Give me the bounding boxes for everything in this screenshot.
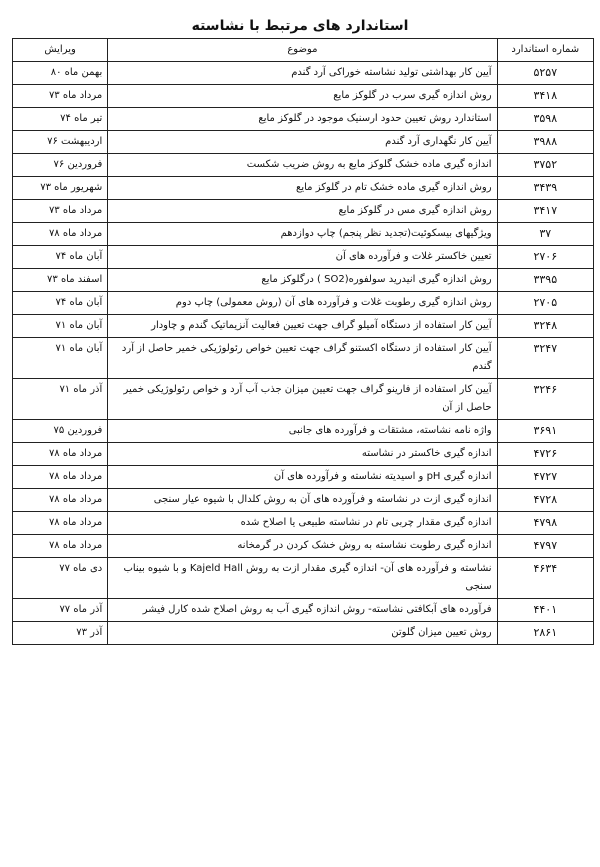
standard-number: ۳۲۴۸ [497,315,593,338]
standard-revision: مرداد ماه ۷۸ [13,466,108,489]
standard-revision: آبان ماه ۷۴ [13,292,108,315]
standard-subject: استاندارد روش تعیین حدود ارسنیک موجود در گلوکز مایع [108,108,497,131]
standard-subject: واژه نامه نشاسته، مشتقات و فرآورده های جانبی [108,420,497,443]
standard-number: ۳۲۴۷ [497,338,593,379]
standard-subject: اندازه گیری رطوبت نشاسته به روش خشک کردن در گرمخانه [108,535,497,558]
table-row [13,420,594,443]
table-row [13,379,594,420]
standard-subject: اندازه گیری pH و اسیدیته نشاسته و فرآورده های آن [108,466,497,489]
standard-number: ۴۴۰۱ [497,599,593,622]
standard-revision: فروردین ۷۶ [13,154,108,177]
standard-subject: فرآورده های آبکافتی نشاسته- روش اندازه گیری آب به روش اصلاح شده کارل فیشر [108,599,497,622]
standards-table [12,38,594,645]
standard-revision: آذر ماه ۷۱ [13,379,108,420]
table-row [13,489,594,512]
standard-subject: ویژگیهای بیسکوئیت(تجدید نظر پنجم) چاپ دوازدهم [108,223,497,246]
standard-number: ۴۷۹۷ [497,535,593,558]
standard-number: ۳۹۸۸ [497,131,593,154]
standard-subject: نشاسته و فرآورده های آن- اندازه گیری مقدار ازت به روش Kajeld Hall و با شیوه بیناب سنجی [108,558,497,599]
table-row [13,154,594,177]
standard-subject: روش اندازه گیری انیدرید سولفوره(SO2 ) درگلوکز مایع [108,269,497,292]
table-row [13,443,594,466]
standard-revision: آبان ماه ۷۴ [13,246,108,269]
standard-number: ۳۵۹۸ [497,108,593,131]
table-row [13,599,594,622]
standard-revision: آبان ماه ۷۱ [13,315,108,338]
standard-subject: تعیین خاکستر غلات و فرآورده های آن [108,246,497,269]
standard-revision: مرداد ماه ۷۸ [13,489,108,512]
standard-revision: مرداد ماه ۷۸ [13,512,108,535]
standard-revision: مرداد ماه ۷۸ [13,535,108,558]
standard-number: ۳۷ [497,223,593,246]
standard-subject: آیین کار بهداشتی تولید نشاسته خوراکی آرد گندم [108,62,497,85]
table-row [13,558,594,599]
standard-number: ۵۲۵۷ [497,62,593,85]
table-row [13,622,594,645]
standard-revision: مرداد ماه ۷۸ [13,443,108,466]
standard-number: ۴۷۹۸ [497,512,593,535]
column-header-subject: موضوع [108,39,497,62]
table-row [13,246,594,269]
standard-subject: اندازه گیری خاکستر در نشاسته [108,443,497,466]
standard-revision: آذر ۷۳ [13,622,108,645]
standard-number: ۳۴۱۸ [497,85,593,108]
column-header-revision: ویرایش [13,39,108,62]
table-row [13,292,594,315]
standard-number: ۲۷۰۶ [497,246,593,269]
standard-subject: روش تعیین میزان گلوتن [108,622,497,645]
standard-number: ۴۷۲۶ [497,443,593,466]
standard-revision: تیر ماه ۷۴ [13,108,108,131]
standard-revision: اردیبهشت ۷۶ [13,131,108,154]
standard-number: ۲۸۶۱ [497,622,593,645]
standard-subject: روش اندازه گیری رطوبت غلات و فرآورده های آن (روش معمولی) چاپ دوم [108,292,497,315]
page-title: استاندارد های مرتبط با نشاسته [191,18,409,34]
table-row [13,131,594,154]
standard-number: ۴۷۲۷ [497,466,593,489]
table-row [13,338,594,379]
standard-number: ۲۷۰۵ [497,292,593,315]
standard-revision: شهریور ماه ۷۳ [13,177,108,200]
table-row [13,85,594,108]
standard-revision: بهمن ماه ۸۰ [13,62,108,85]
table-row [13,466,594,489]
standard-revision: دی ماه ۷۷ [13,558,108,599]
standard-number: ۳۲۴۶ [497,379,593,420]
standard-subject: آیین کار استفاده از دستگاه آمیلو گراف جهت تعیین فعالیت آنزیماتیک گندم و چاودار [108,315,497,338]
standard-number: ۳۴۳۹ [497,177,593,200]
standard-revision: آبان ماه ۷۱ [13,338,108,379]
standard-subject: اندازه گیری ماده خشک گلوکز مایع به روش ضریب شکست [108,154,497,177]
standard-subject: اندازه گیری ازت در نشاسته و فرآورده های آن به روش کلدال با شیوه عیار سنجی [108,489,497,512]
standard-number: ۳۷۵۲ [497,154,593,177]
standard-subject: روش اندازه گیری ماده خشک تام در گلوکز مایع [108,177,497,200]
standard-subject: آیین کار نگهداری آرد گندم [108,131,497,154]
standard-subject: آیین کار استفاده از دستگاه اکستنو گراف جهت تعیین خواص رئولوژیکی خمیر حاصل از آرد گندم [108,338,497,379]
standard-revision: فروردین ۷۵ [13,420,108,443]
standard-number: ۳۴۱۷ [497,200,593,223]
table-row [13,512,594,535]
standard-subject: اندازه گیری مقدار چربی تام در نشاسته طبیعی یا اصلاح شده [108,512,497,535]
standard-subject: آیین کار استفاده از فارینو گراف جهت تعیین میزان جذب آب آرد و خواص رئولوژیکی خمیر حاصل از آن [108,379,497,420]
table-header-row [13,39,594,62]
table-row [13,108,594,131]
standard-revision: مرداد ماه ۷۳ [13,85,108,108]
standard-revision: مرداد ماه ۷۳ [13,200,108,223]
standard-subject: روش اندازه گیری مس در گلوکز مایع [108,200,497,223]
table-row [13,535,594,558]
standard-number: ۳۶۹۱ [497,420,593,443]
standard-revision: آذر ماه ۷۷ [13,599,108,622]
table-row [13,223,594,246]
standard-revision: مرداد ماه ۷۸ [13,223,108,246]
table-row [13,269,594,292]
standard-number: ۴۷۲۸ [497,489,593,512]
standard-number: ۳۳۹۵ [497,269,593,292]
table-row [13,200,594,223]
standard-number: ۴۶۳۴ [497,558,593,599]
standard-revision: اسفند ماه ۷۳ [13,269,108,292]
column-header-number: شماره استاندارد [497,39,593,62]
standard-subject: روش اندازه گیری سرب در گلوکز مایع [108,85,497,108]
table-row [13,62,594,85]
table-row [13,177,594,200]
table-row [13,315,594,338]
